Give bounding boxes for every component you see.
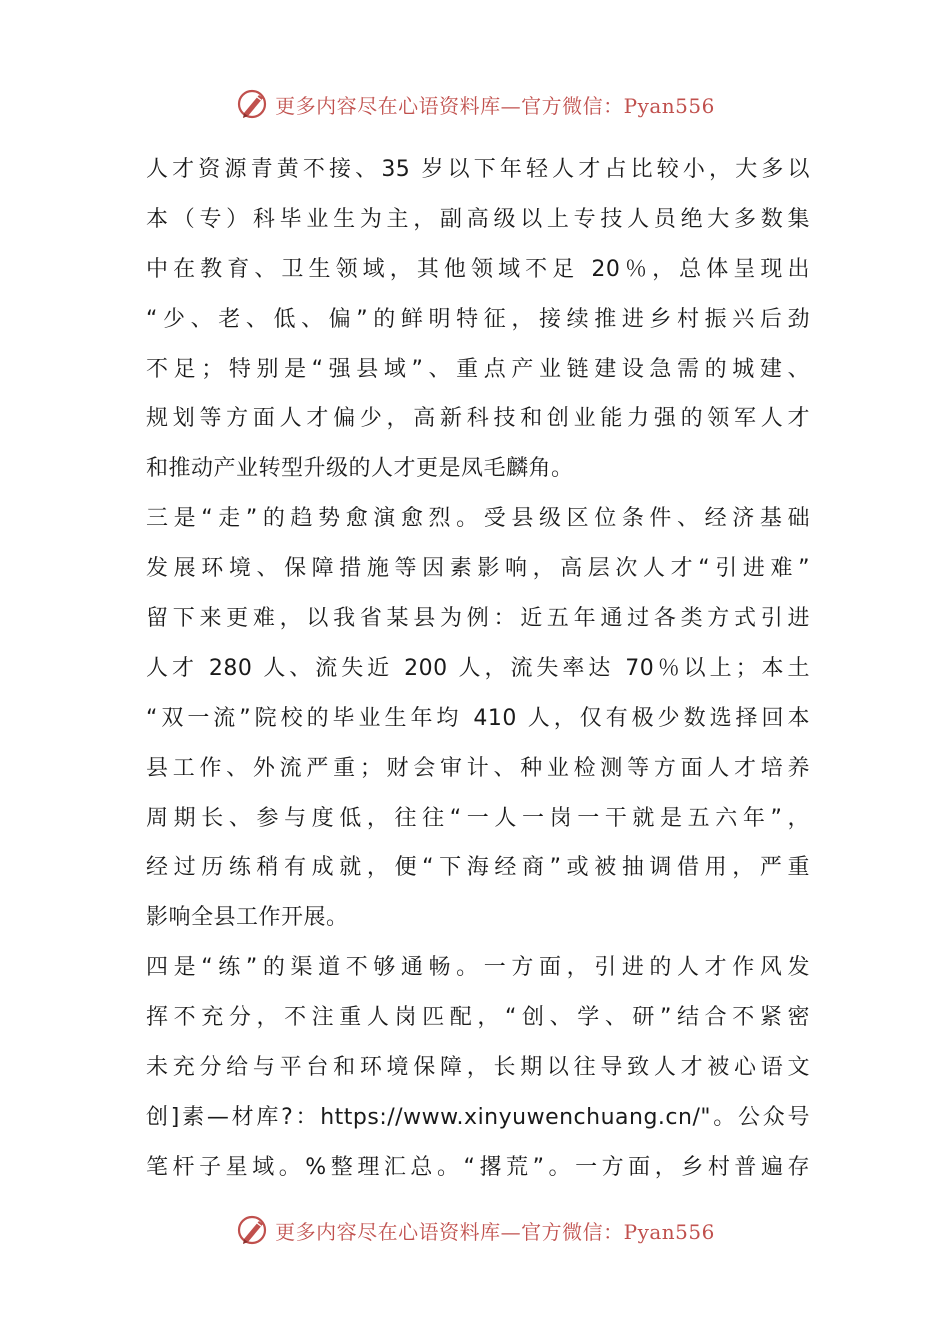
body-text-line: 留下来更难，以我省某县为例：近五年通过各类方式引进: [146, 606, 810, 632]
body-text-line: 三是“走”的趋势愈演愈烈。受县级区位条件、经济基础: [146, 506, 810, 532]
body-text-line: 人才资源青黄不接、35 岁以下年轻人才占比较小，大多以: [146, 157, 810, 182]
body-text-line: 未充分给与平台和环境保障，长期以往导致人才被心语文: [146, 1055, 810, 1081]
pen-logo-icon: [235, 1212, 271, 1248]
footer-watermark-banner: [0, 1210, 950, 1250]
header-banner-text: 更多内容尽在心语资料库—官方微信：Pyan556: [275, 93, 715, 118]
body-text-line: 创]素—材库?：https://www.xinyuwenchuang.cn/"。公众号: [146, 1104, 810, 1130]
body-text-line: 本（专）科毕业生为主，副高级以上专技人员绝大多数集: [146, 206, 810, 232]
body-text-line: 经过历练稍有成就，便“下海经商”或被抽调借用，严重: [146, 855, 810, 881]
body-text-line: 和推动产业转型升级的人才更是凤毛麟角。: [146, 456, 574, 482]
body-text-line: “双一流”院校的毕业生年均 410 人，仅有极少数选择回本: [146, 705, 810, 731]
body-text-line: 规划等方面人才偏少，高新科技和创业能力强的领军人才: [146, 406, 810, 432]
body-text-line: 笔杆子星域。%整理汇总。“撂荒”。一方面，乡村普遍存: [146, 1154, 810, 1180]
body-text-line: “少、老、低、偏”的鲜明特征，接续推进乡村振兴后劲: [146, 306, 810, 332]
document-body: [146, 145, 810, 1193]
body-text-line: 不足；特别是“强县域”、重点产业链建设急需的城建、: [146, 356, 810, 382]
body-text-line: 挥不充分，不注重人岗匹配，“创、学、研”结合不紧密: [146, 1005, 810, 1031]
body-text-line: 发展环境、保障措施等因素影响，高层次人才“引进难”: [146, 556, 810, 582]
body-text-line: 影响全县工作开展。: [146, 905, 349, 931]
body-text-line: 周期长、参与度低，往往“一人一岗一干就是五六年”，: [146, 805, 810, 831]
body-text-line: 县工作、外流严重；财会审计、种业检测等方面人才培养: [146, 755, 810, 781]
footer-banner-text: 更多内容尽在心语资料库—官方微信：Pyan556: [275, 1219, 715, 1244]
body-text-line: 人才 280 人、流失近 200 人，流失率达 70％以上；本土: [146, 655, 810, 681]
pen-logo-icon: [235, 86, 271, 122]
header-watermark-banner: [0, 84, 950, 124]
body-text-line: 中在教育、卫生领域，其他领域不足 20％，总体呈现出: [146, 256, 810, 282]
body-text-line: 四是“练”的渠道不够通畅。一方面，引进的人才作风发: [146, 955, 810, 981]
